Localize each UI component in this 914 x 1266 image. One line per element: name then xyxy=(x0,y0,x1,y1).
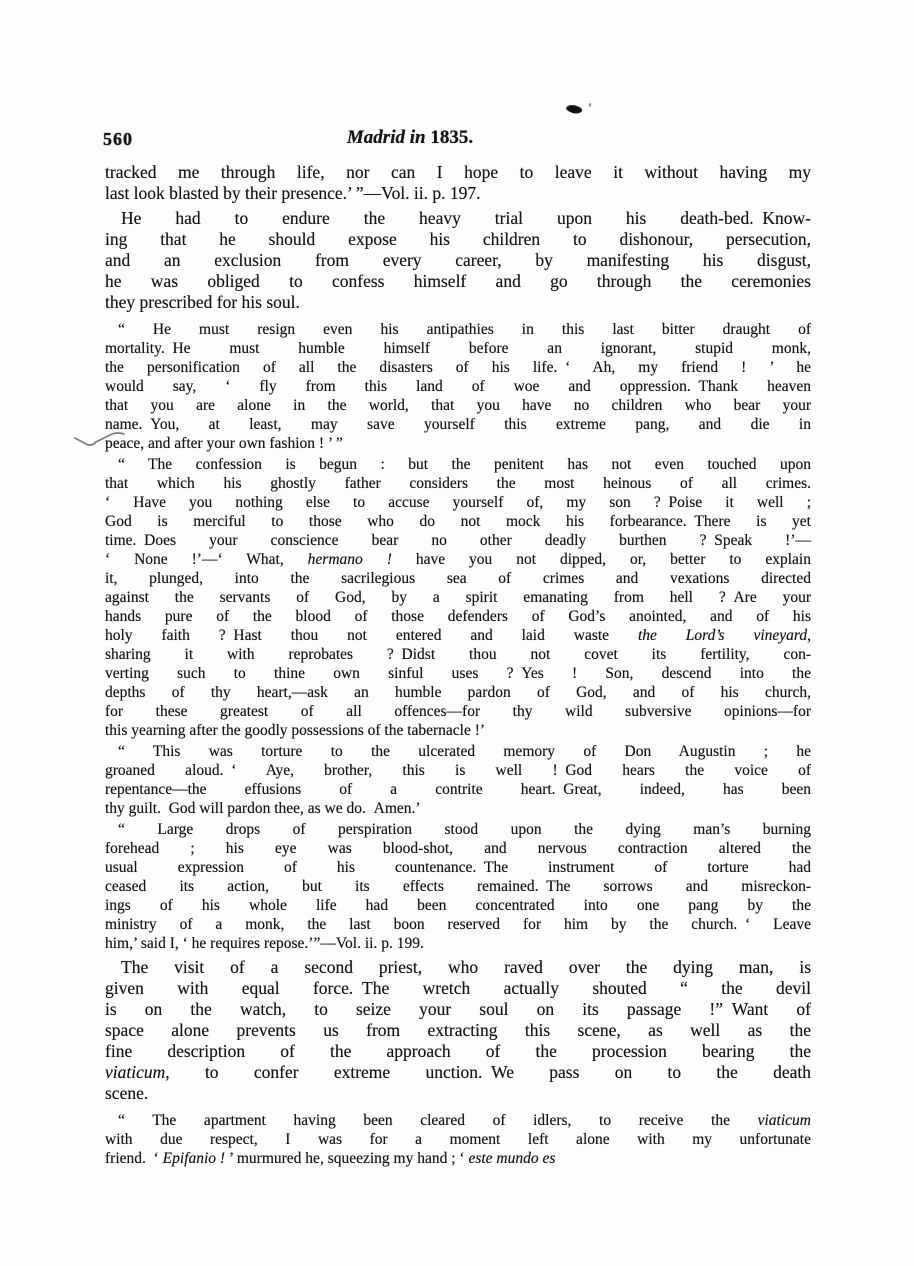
text-line: that you are alone in the world, that you have no children who bear your xyxy=(105,397,811,414)
text-line: friend. ‘ Epifanio ! ’ murmured he, squeezing my hand ; ‘ este mundo es xyxy=(105,1150,556,1167)
text-line: repentance—the effusions of a contrite heart. Great, indeed, has been xyxy=(105,781,811,798)
text-line: “ Large drops of perspiration stood upon the dying man’s burning xyxy=(118,821,811,838)
text-line: him,’ said I, ‘ he requires repose.’”—Vol. ii. p. 199. xyxy=(105,935,424,952)
text-line: thy guilt. God will pardon thee, as we do. Amen.’ xyxy=(105,800,421,817)
page-header xyxy=(0,127,914,153)
text-line: space alone prevents us from extracting this scene, as well as the xyxy=(105,1020,811,1040)
running-title-year: 1835. xyxy=(425,127,474,148)
text-line: and an exclusion from every career, by manifesting his disgust, xyxy=(105,250,811,270)
text-line: ceased its action, but its effects remained. The sorrows and misreckon- xyxy=(105,878,811,895)
text-line: peace, and after your own fashion ! ’ ” xyxy=(105,435,343,452)
text-line: the personification of all the disasters of his life. ‘ Ah, my friend ! ’ he xyxy=(105,359,811,376)
paragraph xyxy=(105,742,811,818)
paragraph xyxy=(105,320,811,453)
text-line: groaned aloud. ‘ Aye, brother, this is well ! God hears the voice of xyxy=(105,762,811,779)
text-line: ‘ None !’—‘ What, hermano ! have you not dipped, or, better to explain xyxy=(105,551,811,568)
text-line: fine description of the approach of the procession bearing the xyxy=(105,1041,811,1061)
text-line: viaticum, to confer extreme unction. We pass on to the death xyxy=(105,1062,811,1082)
text-line: tracked me through life, nor can I hope to leave it without having my xyxy=(105,162,811,182)
text-line: “ The apartment having been cleared of idlers, to receive the viaticum xyxy=(118,1112,811,1129)
page-body xyxy=(105,162,811,1168)
text-line: given with equal force. The wretch actually shouted “ the devil xyxy=(105,978,811,998)
paragraph xyxy=(105,957,811,1104)
text-line: usual expression of his countenance. The instrument of torture had xyxy=(105,859,811,876)
text-line: would say, ‘ fly from this land of woe and oppression. Thank heaven xyxy=(105,378,811,395)
text-line: forehead ; his eye was blood-shot, and nervous contraction altered the xyxy=(105,840,811,857)
text-line: “ This was torture to the ulcerated memory of Don Augustin ; he xyxy=(118,743,811,760)
text-line: ministry of a monk, the last boon reserved for him by the church. ‘ Leave xyxy=(105,916,811,933)
text-line: name. You, at least, may save yourself this extreme pang, and die in xyxy=(105,416,811,433)
text-line: ing that he should expose his children to dishonour, persecution, xyxy=(105,229,811,249)
text-line: for these greatest of all offences—for thy wild subversive opinions—for xyxy=(105,703,811,720)
paragraph xyxy=(105,1111,811,1168)
page-number: 560 xyxy=(103,129,133,149)
text-line: ings of his whole life had been concentrated into one pang by the xyxy=(105,897,811,914)
text-line: it, plunged, into the sacrilegious sea of crimes and vexations directed xyxy=(105,570,811,587)
text-line: mortality. He must humble himself before an ignorant, stupid monk, xyxy=(105,340,811,357)
text-line: sharing it with reprobates ? Didst thou not covet its fertility, con- xyxy=(105,646,811,663)
text-line: “ The confession is begun : but the penitent has not even touched upon xyxy=(118,456,811,473)
text-line: holy faith ? Hast thou not entered and laid waste the Lord’s vineyard, xyxy=(105,627,811,644)
text-line: “ He must resign even his antipathies in this last bitter draught of xyxy=(118,321,811,338)
paragraph xyxy=(105,820,811,953)
text-line: The visit of a second priest, who raved over the dying man, is xyxy=(121,957,811,977)
paragraph xyxy=(105,162,811,204)
text-line: he was obliged to confess himself and go through the ceremonies xyxy=(105,271,811,291)
text-line: hands pure of the blood of those defenders of God’s anointed, and of his xyxy=(105,608,811,625)
running-title xyxy=(0,127,820,149)
text-line: verting such to thine own sinful uses ? Yes ! Son, descend into the xyxy=(105,665,811,682)
text-line: depths of thy heart,—ask an humble pardon of God, and of his church, xyxy=(105,684,811,701)
ink-tick-icon xyxy=(588,103,591,107)
text-line: last look blasted by their presence.’ ”—Vol. ii. p. 197. xyxy=(105,183,481,203)
running-title-italic: Madrid in xyxy=(346,127,426,148)
text-line: God is merciful to those who do not mock his forbearance. There is yet xyxy=(105,513,811,530)
text-line: this yearning after the goodly possessions of the tabernacle !’ xyxy=(105,722,486,739)
paragraph xyxy=(105,455,811,740)
text-line: He had to endure the heavy trial upon his death-bed. Know- xyxy=(121,208,811,228)
text-line: they prescribed for his soul. xyxy=(105,292,300,312)
paragraph xyxy=(105,208,811,313)
text-line: time. Does your conscience bear no other deadly burthen ? Speak !’— xyxy=(105,532,811,549)
text-line: scene. xyxy=(105,1083,149,1103)
ink-spot-icon xyxy=(565,104,581,115)
text-line: with due respect, I was for a moment left alone with my unfortunate xyxy=(105,1131,811,1148)
text-line: against the servants of God, by a spirit emanating from hell ? Are your xyxy=(105,589,811,606)
text-line: is on the watch, to seize your soul on its passage !” Want of xyxy=(105,999,811,1019)
text-line: ‘ Have you nothing else to accuse yourself of, my son ? Poise it well ; xyxy=(105,494,811,511)
text-line: that which his ghostly father considers the most heinous of all crimes. xyxy=(105,475,811,492)
